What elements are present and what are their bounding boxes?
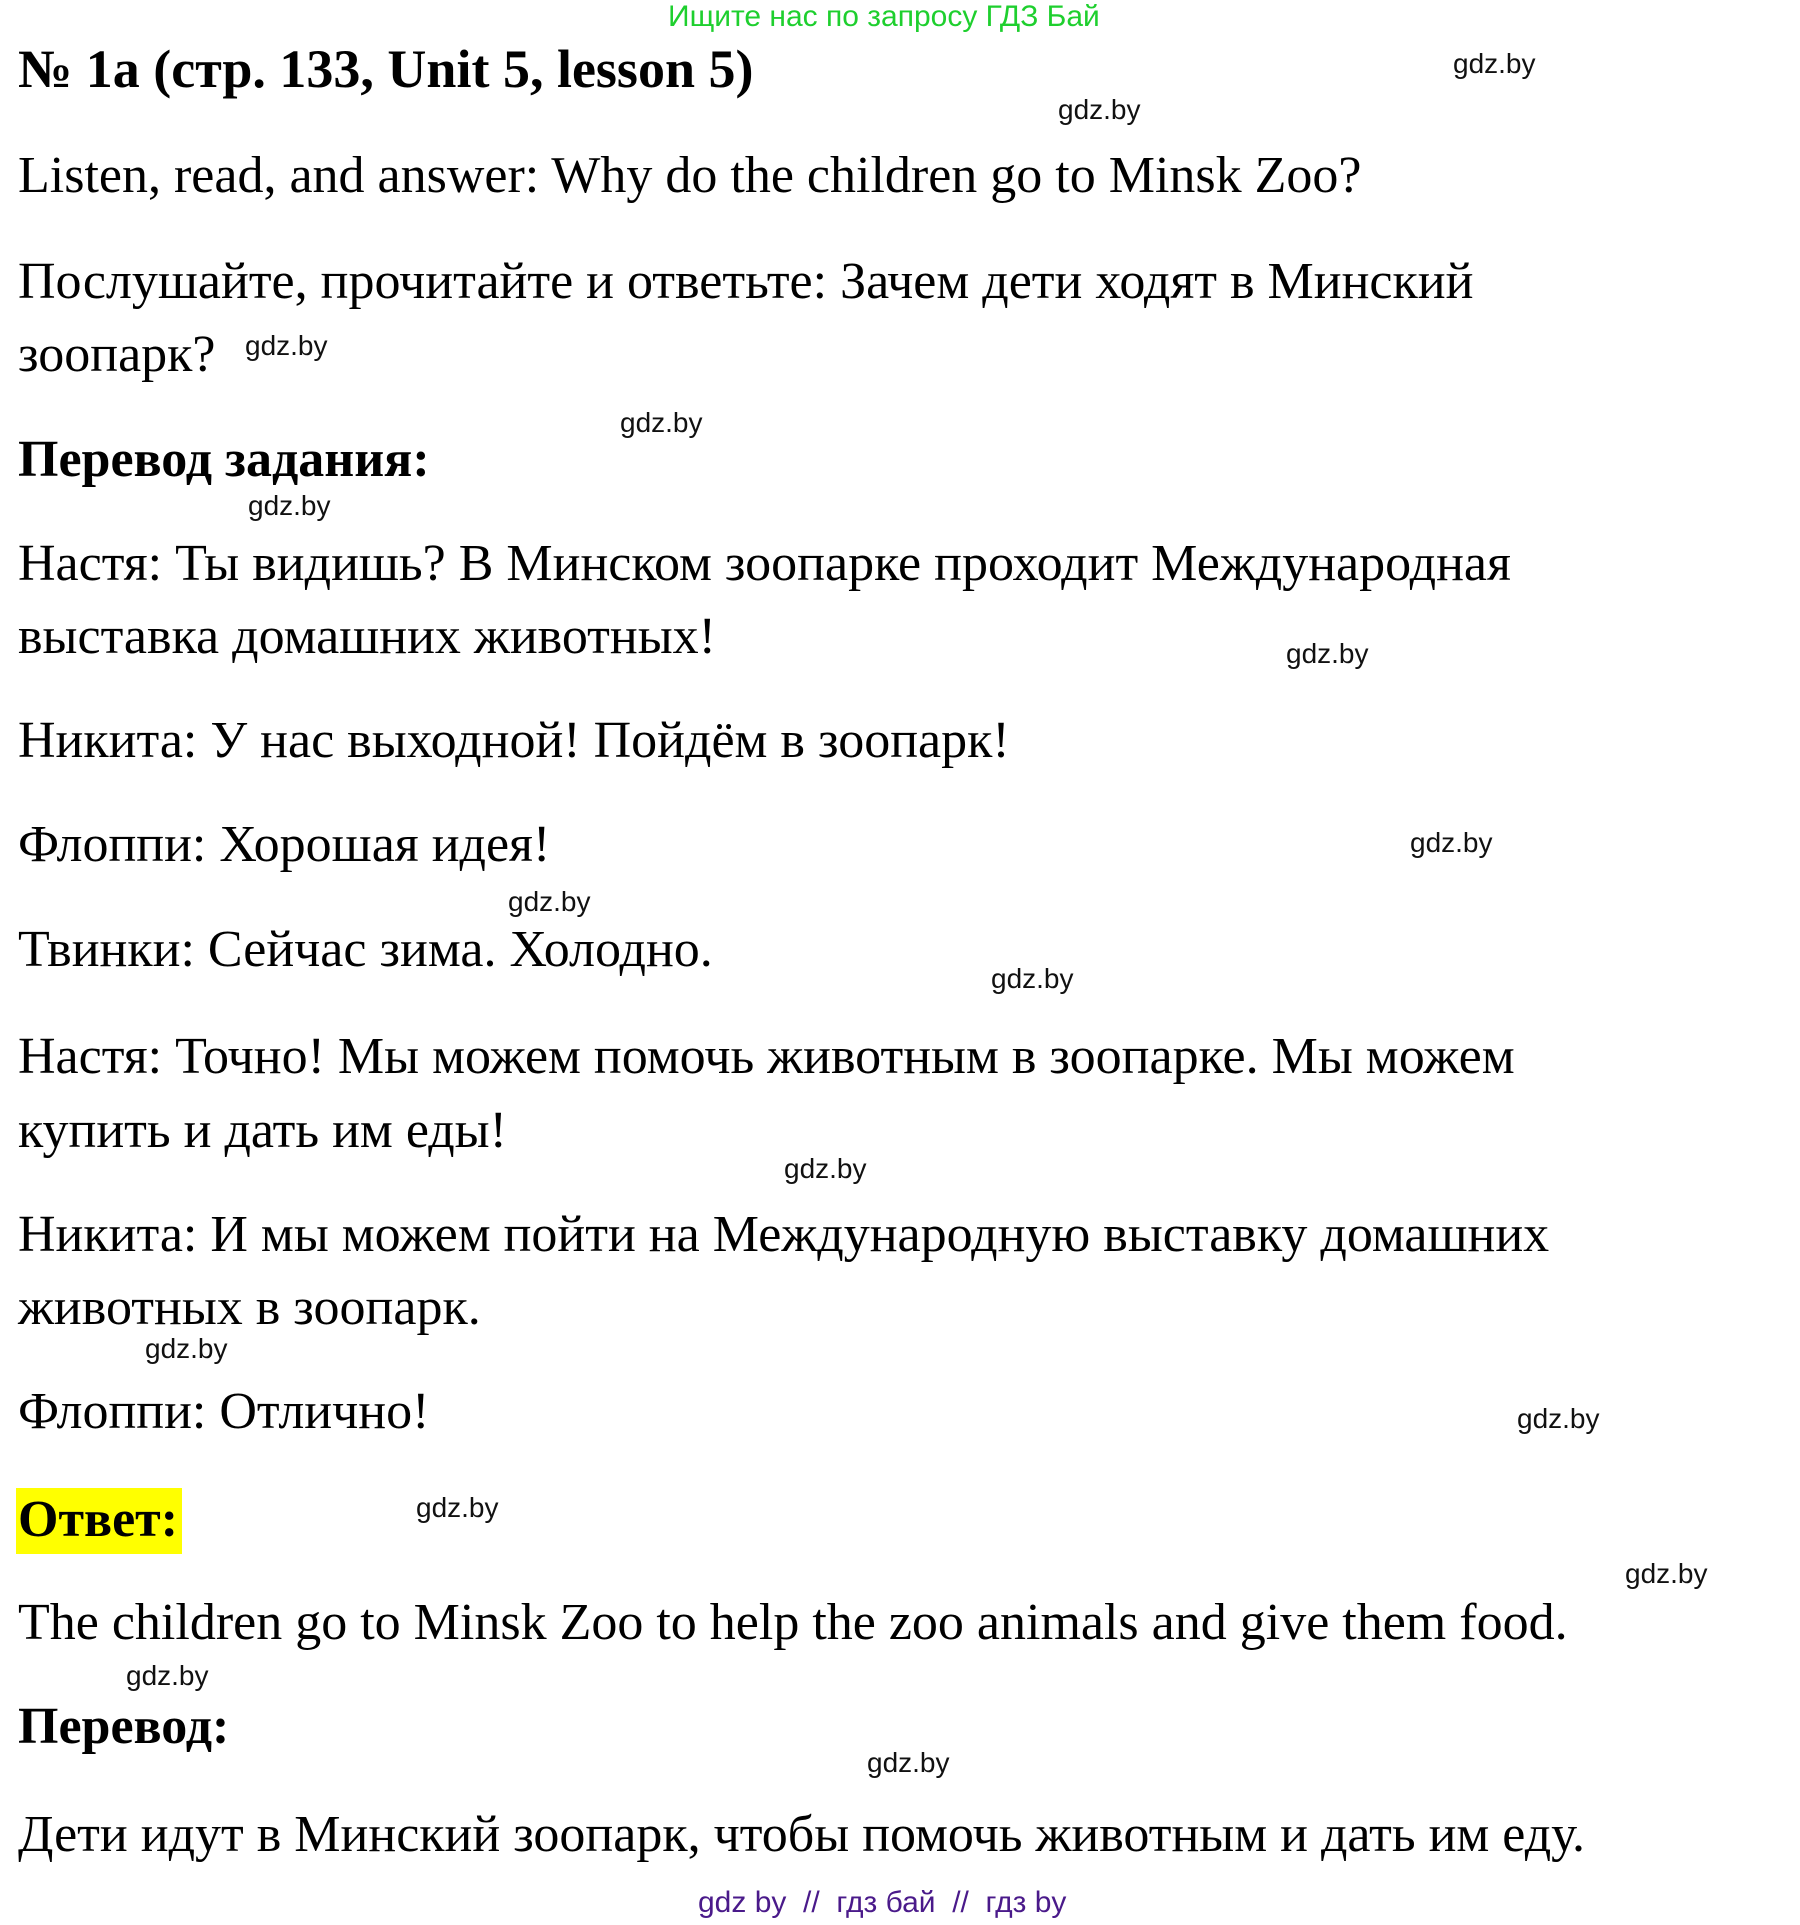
dialogue-line: Твинки: Сейчас зима. Холодно. [18, 921, 713, 978]
watermark: gdz.by [416, 1492, 499, 1523]
dialogue-line: выставка домашних животных! [18, 608, 716, 665]
dialogue-line: животных в зоопарк. [18, 1279, 481, 1336]
dialogue-line: Флоппи: Хорошая идея! [18, 816, 551, 873]
task-russian-line1: Послушайте, прочитайте и ответьте: Зачем дети ходят в Минский [18, 253, 1474, 310]
dialogue-line: Никита: У нас выходной! Пойдём в зоопарк! [18, 712, 1010, 769]
watermark: gdz.by [1625, 1558, 1708, 1589]
answer-text: The children go to Minsk Zoo to help the zoo animals and give them food. [18, 1594, 1568, 1651]
watermark: gdz.by [1286, 638, 1369, 669]
watermark: gdz.by [245, 330, 328, 361]
watermark: gdz.by [145, 1333, 228, 1364]
task-english: Listen, read, and answer: Why do the children go to Minsk Zoo? [18, 147, 1362, 204]
dialogue-line: Настя: Точно! Мы можем помочь животным в зоопарке. Мы можем [18, 1028, 1515, 1085]
watermark: gdz.by [867, 1747, 950, 1778]
dialogue-line: Настя: Ты видишь? В Минском зоопарке проходит Международная [18, 535, 1511, 592]
translation-heading: Перевод задания: [18, 431, 430, 488]
dialogue-line: Флоппи: Отлично! [18, 1383, 430, 1440]
watermark: gdz.by [1410, 827, 1493, 858]
watermark: gdz.by [1453, 48, 1536, 79]
answer-translation: Дети идут в Минский зоопарк, чтобы помочь животным и дать им еду. [18, 1806, 1585, 1863]
watermark: gdz.by [620, 407, 703, 438]
task-russian-line2: зоопарк? [18, 326, 216, 383]
watermark: gdz.by [508, 886, 591, 917]
watermark: gdz.by [991, 963, 1074, 994]
answer-translation-label: Перевод: [18, 1698, 230, 1755]
answer-label: Ответ: [16, 1488, 182, 1554]
page-title: № 1а (стр. 133, Unit 5, lesson 5) [18, 39, 754, 99]
watermark: gdz.by [1058, 94, 1141, 125]
footer-links: gdz by // гдз бай // гдз by [698, 1886, 1067, 1919]
watermark: gdz.by [1517, 1403, 1600, 1434]
watermark: gdz.by [784, 1153, 867, 1184]
search-banner: Ищите нас по запросу ГДЗ Бай [668, 0, 1100, 33]
watermark: gdz.by [126, 1660, 209, 1691]
dialogue-line: Никита: И мы можем пойти на Международную выставку домашних [18, 1206, 1550, 1263]
dialogue-line: купить и дать им еды! [18, 1102, 507, 1159]
watermark: gdz.by [248, 490, 331, 521]
